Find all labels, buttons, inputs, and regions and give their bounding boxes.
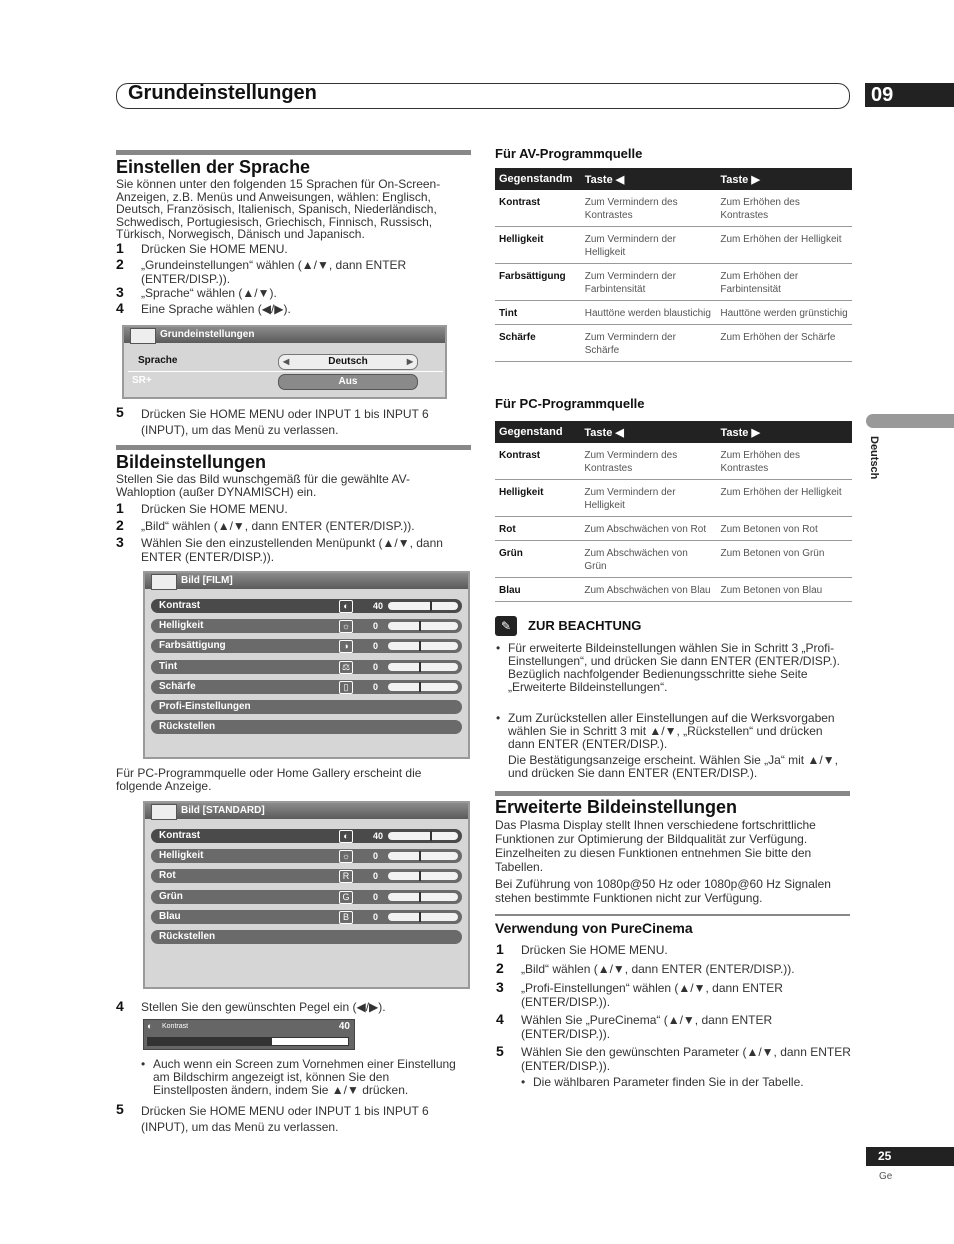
chapter-number: 09: [865, 83, 954, 107]
page-number: 25: [866, 1147, 954, 1166]
osd-row-blau[interactable]: Blau: [151, 910, 462, 924]
slider-knob: [419, 682, 421, 692]
row-symbol-icon: B: [339, 911, 353, 924]
erweitert-p2: Bei Zuführung von 1080p@50 Hz oder 1080p@60 Hz Signalen stehen bestimmte Funktionen nicht zur Verfügung.: [495, 877, 831, 905]
osd-row-value: 0: [373, 661, 379, 672]
table-cell: Zum Erhöhen des Kontrastes: [716, 190, 852, 227]
mini-kontrast-bar: [143, 1019, 355, 1050]
subsection-title: Verwendung von PureCinema: [495, 920, 693, 936]
slider-knob: [430, 831, 432, 841]
table-cell: Zum Betonen von Blau: [716, 578, 852, 602]
slider-knob: [419, 662, 421, 672]
bild-step-2: „Bild“ wählen (▲/▼, dann ENTER (ENTER/DISP.)).: [141, 519, 415, 533]
osd-row-value: 0: [373, 891, 379, 902]
slider-knob: [419, 912, 421, 922]
table-cell: Hauttöne werden grünstichig: [716, 301, 852, 325]
bild-bullet: Auch wenn ein Screen zum Vornehmen einer Einstellung am Bildschirm angezeigt ist, können Sie den Einstellposten ändern, indem Sie ▲/▼ drücken.: [153, 1057, 456, 1097]
row-symbol-icon: ☼: [339, 620, 353, 633]
table-header: Taste ▶: [716, 421, 852, 443]
table-row: [495, 325, 852, 362]
table-cell: Helligkeit: [495, 480, 580, 517]
sprache-step-5: Drücken Sie HOME MENU oder INPUT 1 bis INPUT 6 (INPUT), um das Menü zu verlassen.: [141, 407, 429, 437]
section-title-bild: Bildeinstellungen: [116, 452, 267, 472]
note-icon: ✎: [495, 616, 517, 636]
table-cell: Hauttöne werden blaustichig: [581, 301, 717, 325]
table-row: [495, 517, 852, 541]
bullet-dot: •: [521, 1075, 526, 1089]
table-cell: Schärfe: [495, 325, 581, 362]
table-row: [495, 227, 852, 264]
step-number: 2: [116, 256, 124, 272]
step-number: 1: [116, 240, 124, 256]
table-cell: Zum Abschwächen von Rot: [580, 517, 716, 541]
table-header: Taste ▶: [716, 168, 852, 190]
mini-slider[interactable]: [147, 1037, 349, 1046]
table-cell: Zum Erhöhen der Helligkeit: [716, 227, 852, 264]
osd-row-slider[interactable]: [388, 913, 458, 921]
table-cell: Kontrast: [495, 443, 580, 480]
table-cell: Blau: [495, 578, 580, 602]
osd-row-value: 0: [373, 851, 379, 862]
table-cell: Zum Vermindern des Kontrastes: [581, 190, 717, 227]
table-cell: Zum Erhöhen des Kontrastes: [716, 443, 852, 480]
osd-title: Grundeinstellungen: [124, 327, 445, 343]
pc-note: Für PC-Programmquelle oder Home Gallery erscheint die folgende Anzeige.: [116, 766, 422, 793]
table-pc: [495, 421, 852, 602]
table-cell: Zum Betonen von Rot: [716, 517, 852, 541]
arrow-left-icon: ◀: [283, 357, 290, 366]
mini-value: 40: [338, 1021, 350, 1032]
side-tab-label: Deutsch: [868, 436, 880, 480]
slider-knob: [419, 621, 421, 631]
table-row: [495, 264, 852, 301]
osd-row-value: 0: [373, 871, 379, 882]
osd-row-rückstellen[interactable]: Rückstellen: [151, 930, 462, 944]
step-number: 3: [116, 534, 124, 550]
osd-row-slider[interactable]: [388, 622, 458, 630]
sprache-step-3: „Sprache“ wählen (▲/▼).: [141, 286, 277, 300]
osd-row-helligkeit[interactable]: Helligkeit: [151, 619, 462, 633]
step-number: 4: [116, 300, 124, 316]
osd-row-value: 40: [373, 601, 384, 611]
osd-bild-standard: [143, 801, 470, 989]
table-av-caption: Für AV-Programmquelle: [495, 146, 643, 161]
pc-step-1: Drücken Sie HOME MENU.: [521, 943, 668, 957]
pc-step-2: „Bild“ wählen (▲/▼, dann ENTER (ENTER/DISP.)).: [521, 962, 795, 976]
osd-row-kontrast[interactable]: Kontrast: [151, 599, 462, 613]
table-cell: Kontrast: [495, 190, 581, 227]
step-number: 2: [116, 517, 124, 533]
row-symbol-icon: R: [339, 870, 353, 883]
table-header: Gegenstandm: [495, 168, 581, 190]
row-symbol-icon: ◐: [339, 830, 353, 843]
osd-grundeinstellungen: [122, 325, 447, 399]
subsection-bar: [495, 914, 850, 916]
osd-row-value: 40: [373, 831, 384, 841]
erweitert-p1: Das Plasma Display stellt Ihnen verschiedene fortschrittliche Funktionen zur Optimierung der Bildqualität zur Verfügung. Einzelheiten zu diesen Funktionen entnehmen Sie bitte den Tabellen.: [495, 818, 816, 874]
arrow-right-icon: ▶: [406, 357, 413, 366]
bild-step-1: Drücken Sie HOME MENU.: [141, 502, 288, 516]
osd-row-helligkeit[interactable]: Helligkeit: [151, 849, 462, 863]
osd-row-sprache: Sprache: [138, 355, 178, 366]
page-title: Grundeinstellungen: [128, 82, 317, 104]
table-cell: Helligkeit: [495, 227, 581, 264]
bild-step-5: Drücken Sie HOME MENU oder INPUT 1 bis INPUT 6 (INPUT), um das Menü zu verlassen.: [141, 1104, 429, 1134]
row-symbol-icon: ◑: [339, 640, 353, 653]
section-bar: [116, 445, 471, 450]
step-number: 1: [116, 500, 124, 516]
slider-knob: [419, 871, 421, 881]
table-row: [495, 301, 852, 325]
picture-menu-icon: [151, 574, 177, 590]
section-bar: [116, 150, 471, 155]
row-symbol-icon: ☼: [339, 850, 353, 863]
row-symbol-icon: ⚖: [339, 661, 353, 674]
bullet-dot: •: [496, 711, 501, 725]
osd-row-slider[interactable]: [388, 602, 458, 610]
osd-row-profi-einstellungen[interactable]: Profi-Einstellungen: [151, 700, 462, 714]
table-cell: Zum Abschwächen von Blau: [580, 578, 716, 602]
pc-bullet: Die wählbaren Parameter finden Sie in der Tabelle.: [533, 1075, 804, 1089]
table-cell: Grün: [495, 541, 580, 578]
note-bullet-1: Für erweiterte Bildeinstellungen wählen Sie in Schritt 3 „Profi-Einstellungen“, und drücken Sie dann ENTER (ENTER/DISP.). Bezüglich nachfolgender Bedienungsschritte siehe Seite „Erweiterte Bildeinstellungen“.: [508, 641, 840, 694]
sprache-selector[interactable]: [278, 354, 418, 370]
table-header: Taste ◀: [580, 421, 716, 443]
osd-row-value: 0: [373, 681, 379, 692]
bild-step-3: Wählen Sie den einzustellenden Menüpunkt (▲/▼, dann ENTER (ENTER/DISP.)).: [141, 536, 443, 564]
slider-knob: [430, 601, 432, 611]
step-number: 5: [116, 1101, 124, 1117]
osd-row-slider[interactable]: [388, 832, 458, 840]
pc-step-3: „Profi-Einstellungen“ wählen (▲/▼, dann ENTER (ENTER/DISP.)).: [521, 981, 783, 1009]
row-symbol-icon: G: [339, 891, 353, 904]
table-cell: Zum Betonen von Grün: [716, 541, 852, 578]
bullet-dot: •: [496, 641, 501, 655]
slider-knob: [419, 851, 421, 861]
slider-knob: [419, 641, 421, 651]
section-bar: [495, 791, 850, 796]
osd-row-value: 0: [373, 641, 379, 652]
table-row: [495, 480, 852, 517]
osd-row-value: 0: [373, 911, 379, 922]
osd-row-farbsättigung[interactable]: Farbsättigung: [151, 639, 462, 653]
bild-step-4: Stellen Sie den gewünschten Pegel ein (◀/▶).: [141, 1000, 386, 1014]
table-row: [495, 190, 852, 227]
step-number: 5: [496, 1043, 504, 1059]
note-bullet-2b: Die Bestätigungsanzeige erscheint. Wählen Sie „Ja“ mit ▲/▼, und drücken Sie dann ENTER (ENTER/DISP.).: [508, 753, 838, 780]
pc-step-4: Wählen Sie „PureCinema“ (▲/▼, dann ENTER (ENTER/DISP.)).: [521, 1013, 773, 1041]
table-cell: Zum Vermindern der Schärfe: [581, 325, 717, 362]
sr-value[interactable]: Aus: [278, 374, 418, 390]
row-symbol-icon: ◐: [339, 600, 353, 613]
settings-menu-icon: [130, 328, 156, 344]
table-header: Gegenstand: [495, 421, 580, 443]
side-tab: [866, 414, 954, 428]
step-number: 3: [496, 979, 504, 995]
table-row: [495, 541, 852, 578]
table-cell: Rot: [495, 517, 580, 541]
osd-row-tint[interactable]: Tint: [151, 660, 462, 674]
note-bullet-2: Zum Zurückstellen aller Einstellungen auf die Werksvorgaben wählen Sie in Schritt 3 mit ▲/▼, „Rückstellen“ und drücken dann ENTER (ENTER/DISP.).: [508, 711, 835, 751]
picture-menu-icon: [151, 804, 177, 820]
slider-knob: [419, 892, 421, 902]
table-cell: Zum Vermindern der Helligkeit: [581, 227, 717, 264]
bullet-dot: •: [141, 1057, 146, 1071]
note-title: ZUR BEACHTUNG: [528, 618, 642, 633]
osd-row-sr: SR+: [132, 375, 152, 386]
table-header: Taste ◀: [581, 168, 717, 190]
osd-row-slider[interactable]: [388, 852, 458, 860]
step-number: 1: [496, 941, 504, 957]
osd-bild-film: [143, 571, 470, 759]
table-cell: Zum Abschwächen von Grün: [580, 541, 716, 578]
sprache-step-4: Eine Sprache wählen (◀/▶).: [141, 302, 291, 316]
osd-row-rückstellen[interactable]: Rückstellen: [151, 720, 462, 734]
mini-slider-fill: [148, 1038, 272, 1045]
osd-divider: [128, 371, 443, 372]
table-row: [495, 443, 852, 480]
osd-row-kontrast[interactable]: Kontrast: [151, 829, 462, 843]
step-number: 4: [496, 1011, 504, 1027]
osd-row-slider[interactable]: [388, 683, 458, 691]
page-lang-code: Ge: [879, 1171, 893, 1182]
table-cell: Zum Erhöhen der Farbintensität: [716, 264, 852, 301]
osd-row-slider[interactable]: [388, 893, 458, 901]
osd-row-grün[interactable]: Grün: [151, 890, 462, 904]
step-number: 5: [116, 404, 124, 420]
table-cell: Zum Vermindern der Helligkeit: [580, 480, 716, 517]
table-row: [495, 578, 852, 602]
section-title-sprache: Einstellen der Sprache: [116, 157, 311, 177]
row-symbol-icon: ▯: [339, 681, 353, 694]
table-cell: Zum Erhöhen der Helligkeit: [716, 480, 852, 517]
step-number: 4: [116, 998, 124, 1014]
bild-intro: Stellen Sie das Bild wunschgemäß für die gewählte AV-Wahloption (außer DYNAMISCH) ein.: [116, 472, 410, 499]
sprache-step-1: Drücken Sie HOME MENU.: [141, 242, 288, 256]
osd-row-slider[interactable]: [388, 642, 458, 650]
table-av: [495, 168, 852, 362]
osd-row-slider[interactable]: [388, 663, 458, 671]
table-pc-caption: Für PC-Programmquelle: [495, 396, 645, 411]
sprache-step-2: „Grundeinstellungen“ wählen (▲/▼, dann ENTER (ENTER/DISP.)).: [141, 258, 407, 286]
section-title-erweitert: Erweiterte Bildeinstellungen: [495, 797, 738, 817]
osd-row-value: 0: [373, 621, 379, 632]
table-cell: Zum Vermindern des Kontrastes: [580, 443, 716, 480]
osd-row-slider[interactable]: [388, 872, 458, 880]
table-cell: Tint: [495, 301, 581, 325]
pc-step-5: Wählen Sie den gewünschten Parameter (▲/▼, dann ENTER (ENTER/DISP.)).: [521, 1045, 851, 1073]
osd-row-rot[interactable]: Rot: [151, 869, 462, 883]
step-number: 3: [116, 284, 124, 300]
contrast-icon: ◐: [147, 1021, 153, 1031]
sprache-value: Deutsch: [328, 356, 368, 367]
step-number: 2: [496, 960, 504, 976]
osd-title: Bild [FILM]: [145, 573, 468, 589]
mini-label: Kontrast: [162, 1023, 189, 1030]
sprache-intro: Sie können unter den folgenden 15 Sprachen für On-Screen-Anzeigen, z.B. Menüs und Anweisungen, wählen: Englisch, Deutsch, Französisch, Italienisch, Spanisch, Niederländisch, Schwedisch, Portugiesisch, Griechisch, Finnisch, Russisch, Türkisch, Norwegisch, Dänisch und Japanisch.: [116, 177, 441, 241]
osd-row-schärfe[interactable]: Schärfe: [151, 680, 462, 694]
table-cell: Zum Erhöhen der Schärfe: [716, 325, 852, 362]
table-cell: Farbsättigung: [495, 264, 581, 301]
osd-title: Bild [STANDARD]: [145, 803, 468, 819]
table-cell: Zum Vermindern der Farbintensität: [581, 264, 717, 301]
